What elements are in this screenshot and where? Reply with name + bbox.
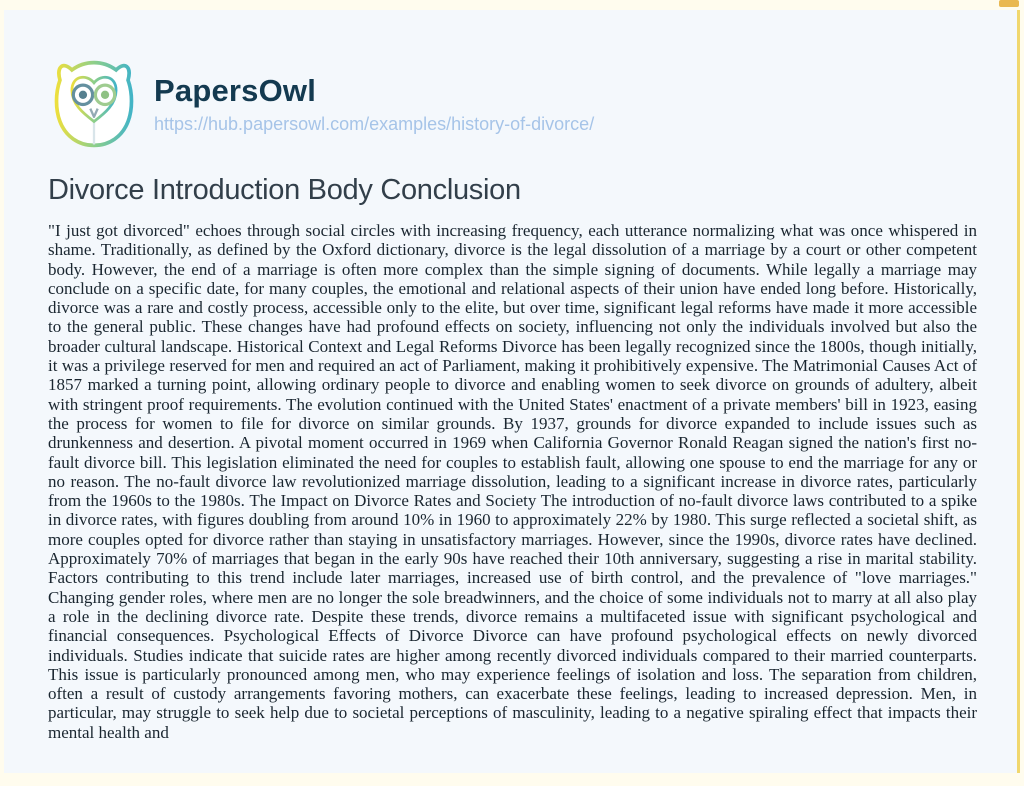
- brand-block: [154, 73, 594, 135]
- essay-title: Divorce Introduction Body Conclusion: [48, 174, 521, 206]
- papersowl-logo: [48, 58, 140, 150]
- brand-name: PapersOwl: [154, 73, 317, 108]
- essay-content: [48, 174, 977, 742]
- essay-body-text: "I just got divorced" echoes through social circles with increasing frequency, each utterance normalizing what was once whispered in shame. Traditionally, as defined by the Oxford dictionary, divorce is the legal dissolution of a marriage by a court or other competent body. However, the end of a marriage is often more complex than the simple signing of documents. While legally a marriage may conclude on a specific date, for many couples, the emotional and relational aspects of their union have ended long before. Historically, divorce was a rare and costly process, accessible only to the elite, but over time, significant legal reforms have made it more accessible to the general public. These changes have had profound effects on society, influencing not only the individuals involved but also the broader cultural landscape. Historical Context and Legal Reforms Divorce has been legally recognized since the 1800s, though initially, it was a privilege reserved for men and required an act of Parliament, making it prohibitively expensive. The Matrimonial Causes Act of 1857 marked a turning point, allowing ordinary people to divorce and enabling women to seek divorce on grounds of adultery, albeit with stringent proof requirements. The evolution continued with the United States' enactment of a private members' bill in 1923, easing the process for women to file for divorce on similar grounds. By 1937, grounds for divorce expanded to include issues such as drunkenness and desertion. A pivotal moment occurred in 1969 when California Governor Ronald Reagan signed the nation's first no-fault divorce bill. This legislation eliminated the need for couples to establish fault, allowing one spouse to end the marriage for any or no reason. The no-fault divorce law revolutionized marriage dissolution, leading to a significant increase in divorce rates, particularly from the 1960s to the 1980s. The Impact on Divorce Rates and Society The introduction of no-fault divorce laws contributed to a spike in divorce rates, with figures doubling from around 10% in 1960 to approximately 22% by 1980. This surge reflected a societal shift, as more couples opted for divorce rather than staying in unsatisfactory marriages. However, since the 1990s, divorce rates have declined. Approximately 70% of marriages that began in the early 90s have reached their 10th anniversary, suggesting a rise in marital stability. Factors contributing to this trend include later marriages, increased use of birth control, and the prevalence of "love marriages." Changing gender roles, where men are no longer the sole breadwinners, and the choice of some individuals not to marry at all also play a role in the declining divorce rate. Despite these trends, divorce remains a multifaceted issue with significant psychological and financial consequences. Psychological Effects of Divorce Divorce can have profound psychological effects on newly divorced individuals. Studies indicate that suicide rates are higher among recently divorced individuals compared to their married counterparts. This issue is particularly pronounced among men, who may experience feelings of isolation and loss. The separation from children, often a result of custody arrangements favoring mothers, can exacerbate these feelings, leading to increased depression. Men, in particular, may struggle to seek help due to societal perceptions of masculinity, leading to a negative spiraling effect that impacts their mental health and: [48, 221, 977, 742]
- essay-preview-card: [4, 10, 1020, 773]
- owl-icon: [48, 58, 140, 150]
- source-url[interactable]: https://hub.papersowl.com/examples/history-of-divorce/: [154, 114, 595, 134]
- site-header: [48, 58, 977, 150]
- gold-corner-accent: [999, 0, 1019, 7]
